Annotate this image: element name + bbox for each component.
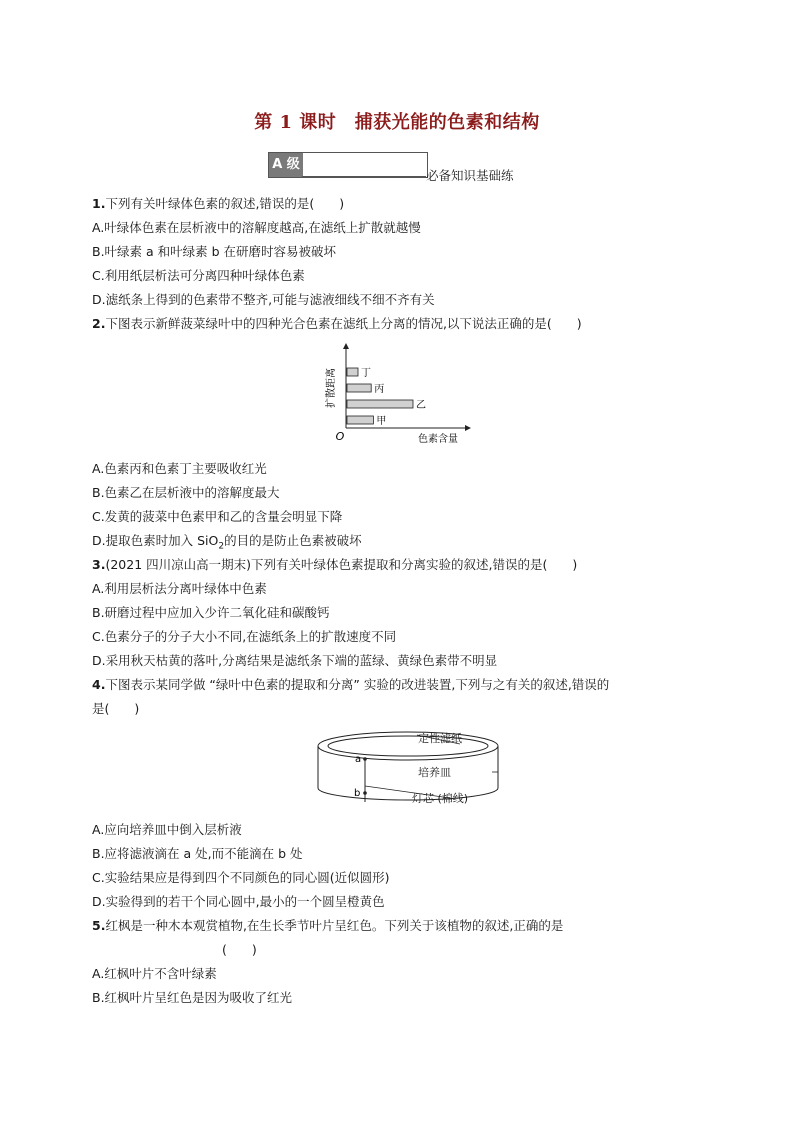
question-text: 红枫是一种木本观赏植物,在生长季节叶片呈红色。下列关于该植物的叙述,正确的是 <box>105 918 564 933</box>
origin-label: O <box>335 430 345 443</box>
question-3-stem <box>92 557 577 573</box>
question-4-stem <box>92 677 609 693</box>
bar-label-3: 乙 <box>416 400 426 411</box>
q1-option-a: A.叶绿体色素在层析液中的溶解度越高,在滤纸上扩散就越慢 <box>92 220 421 235</box>
question-text: 下图表示某同学做 “绿叶中色素的提取和分离” 实验的改进装置,下列与之有关的叙述,错误的 <box>105 677 610 692</box>
question-number: 2. <box>92 316 106 331</box>
bar-label-1: 丁 <box>361 368 371 379</box>
x-axis-label: 色素含量 <box>418 434 458 445</box>
question-text: 下图表示新鲜菠菜绿叶中的四种光合色素在滤纸上分离的情况,以下说法正确的是( ) <box>105 316 582 331</box>
point-a-dot <box>363 757 367 761</box>
level-subtitle: 必备知识基础练 <box>426 168 514 183</box>
q5-option-b: B.红枫叶片呈红色是因为吸收了红光 <box>92 990 293 1005</box>
pigment-bar-chart <box>320 340 480 450</box>
label-petri-dish: 培养皿 <box>418 766 451 779</box>
point-b-label: b <box>354 788 361 799</box>
point-a-label: a <box>355 754 362 765</box>
q2-option-d <box>92 533 362 555</box>
q2-option-c: C.发黄的菠菜中色素甲和乙的含量会明显下降 <box>92 509 343 524</box>
bar-1 <box>347 368 358 376</box>
label-filter-paper: 定性滤纸 <box>418 732 462 745</box>
level-banner <box>268 152 428 178</box>
option-text: 的目的是防止色素被破坏 <box>224 533 362 548</box>
petri-dish-diagram <box>310 726 500 808</box>
q5-answer-blank: ( ) <box>222 942 257 957</box>
q3-option-b: B.研磨过程中应加入少许二氧化硅和碳酸钙 <box>92 605 330 620</box>
filter-paper <box>328 736 488 756</box>
q1-option-c: C.利用纸层析法可分离四种叶绿体色素 <box>92 268 305 283</box>
q5-option-a: A.红枫叶片不含叶绿素 <box>92 966 217 981</box>
bar-2 <box>347 384 371 392</box>
bar-label-2: 丙 <box>374 384 385 395</box>
q3-option-c: C.色素分子的分子大小不同,在滤纸条上的扩散速度不同 <box>92 629 397 644</box>
question-4-stem-cont: 是( ) <box>92 701 140 716</box>
question-1-stem <box>92 196 344 212</box>
q3-option-a: A.利用层析法分离叶绿体中色素 <box>92 581 267 596</box>
q1-option-d: D.滤纸条上得到的色素带不整齐,可能与滤液细线不细不齐有关 <box>92 292 435 307</box>
level-underline <box>302 176 426 177</box>
y-axis-label: 扩散距离 <box>326 368 337 408</box>
level-tag: A 级 <box>269 153 303 177</box>
page-title: 第 1 课时 捕获光能的色素和结构 <box>254 112 540 133</box>
q2-option-b: B.色素乙在层析液中的溶解度最大 <box>92 485 280 500</box>
point-b-dot <box>363 791 367 795</box>
bar-4 <box>347 416 373 424</box>
label-wick: 灯芯 (棉线) <box>412 792 469 805</box>
question-number: 4. <box>92 677 106 692</box>
subscript: 2 <box>218 541 225 552</box>
question-number: 1. <box>92 196 106 211</box>
q4-option-c: C.实验结果应是得到四个不同颜色的同心圆(近似圆形) <box>92 870 390 885</box>
q4-option-b: B.应将滤液滴在 a 处,而不能滴在 b 处 <box>92 846 303 861</box>
option-text: D.提取色素时加入 SiO <box>92 533 219 548</box>
question-number: 5. <box>92 918 106 933</box>
q4-option-a: A.应向培养皿中倒入层析液 <box>92 822 242 837</box>
bar-label-4: 甲 <box>376 416 387 427</box>
q1-option-b: B.叶绿素 a 和叶绿素 b 在研磨时容易被破坏 <box>92 244 337 259</box>
question-text: 下列有关叶绿体色素的叙述,错误的是( ) <box>105 196 345 211</box>
question-5-stem <box>92 918 563 934</box>
q3-option-d: D.采用秋天枯黄的落叶,分离结果是滤纸条下端的蓝绿、黄绿色素带不明显 <box>92 653 498 668</box>
question-2-stem <box>92 316 582 332</box>
question-number: 3. <box>92 557 106 572</box>
q2-option-a: A.色素丙和色素丁主要吸收红光 <box>92 461 267 476</box>
q4-option-d: D.实验得到的若干个同心圆中,最小的一个圆呈橙黄色 <box>92 894 385 909</box>
bar-3 <box>347 400 413 408</box>
question-text: (2021 四川凉山高一期末)下列有关叶绿体色素提取和分离实验的叙述,错误的是( ) <box>105 557 578 572</box>
